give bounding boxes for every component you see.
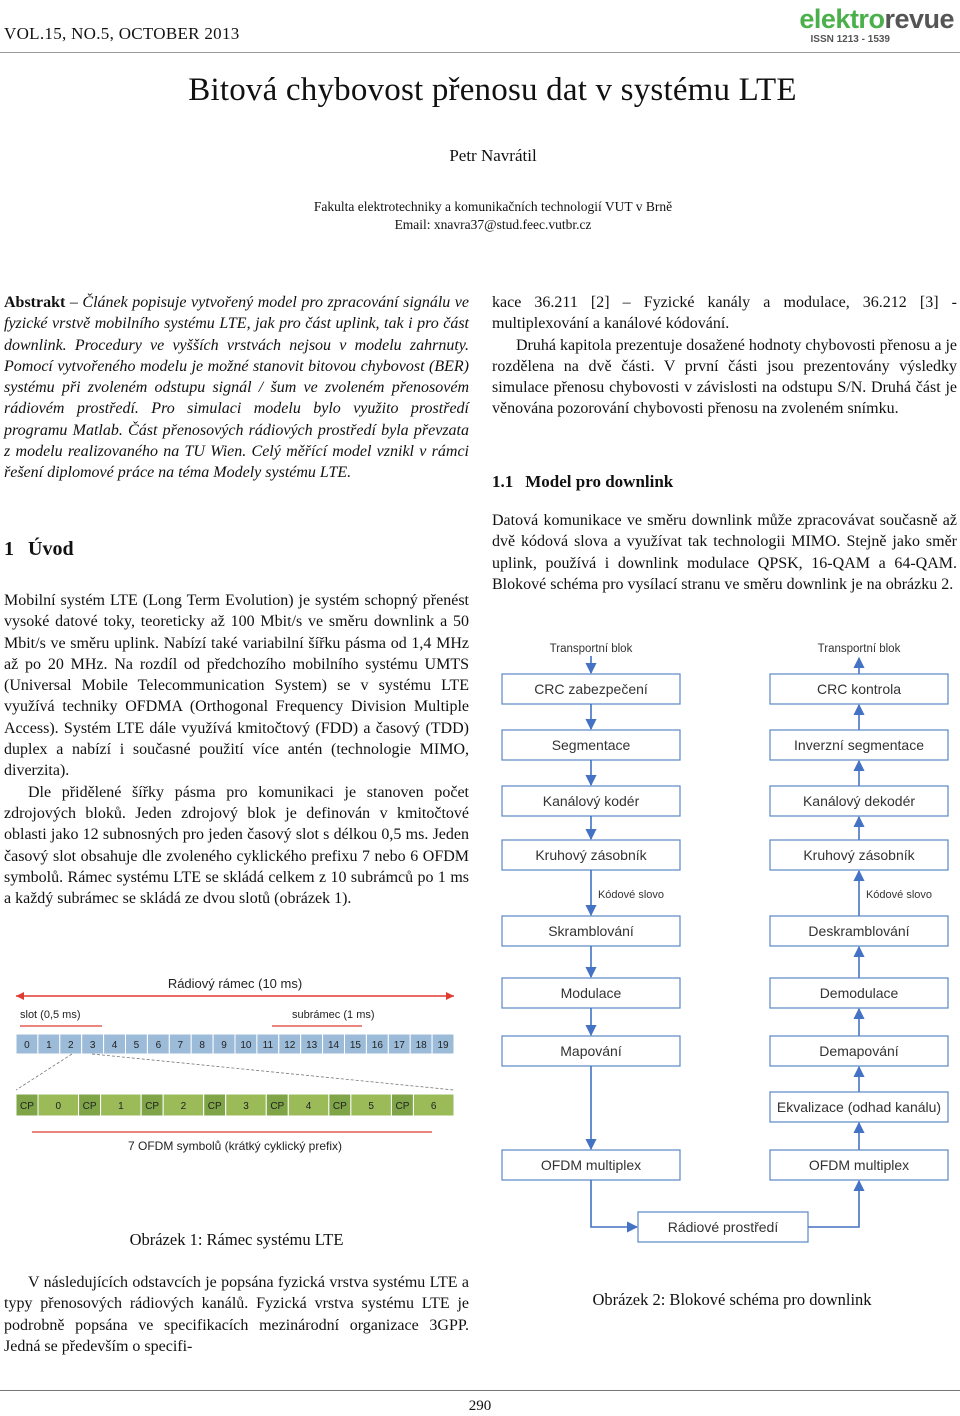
paper-author: Petr Navrátil — [449, 146, 537, 165]
abstract-label: Abstrakt — [4, 294, 66, 311]
cyclic-prefix-label: CP — [332, 1101, 347, 1112]
ofdm-symbol-number: 2 — [180, 1101, 187, 1112]
tx-block-label: Modulace — [560, 985, 622, 1001]
subframe-label: subrámec (1 ms) — [292, 1009, 375, 1021]
figure-2-downlink-block-diagram — [498, 634, 950, 1268]
slot-number: 5 — [133, 1040, 140, 1051]
section-1-title: Úvod — [28, 538, 74, 560]
cyclic-prefix-label: CP — [207, 1101, 222, 1112]
cyclic-prefix-label: CP — [20, 1101, 34, 1112]
tx-transport-block: Transportní blok — [549, 643, 633, 655]
rx-block-label: Kanálový dekodér — [802, 793, 916, 809]
diagram-content — [502, 643, 948, 1242]
rx-block-label: Inverzní segmentace — [794, 737, 924, 753]
journal-volume: VOL.15, NO.5, OCTOBER 2013 — [4, 24, 240, 43]
frame-label: Rádiový rámec (10 ms) — [167, 976, 303, 991]
slot-number: 14 — [327, 1040, 340, 1051]
ofdm-symbol-number: 6 — [430, 1101, 437, 1112]
slot-row — [16, 1034, 454, 1054]
slot-number: 7 — [177, 1040, 184, 1051]
figure-1-lte-frame — [12, 968, 458, 1208]
rx-block-label: CRC kontrola — [816, 681, 902, 697]
slot-number: 1 — [46, 1040, 52, 1051]
frame-arrow-right-head — [446, 992, 454, 1000]
paragraph: Druhá kapitola prezentuje dosažené hodnoty chybovosti přenosu a je rozdělena na dvě části. V první části jsou prezentovány výsledky simulace přenosu chybovosti v závislosti na odstupu S/N. Druhá část je věnována pozorování chybovosti přenosu na zvoleném snímku. — [492, 336, 957, 418]
tx-block-label: Skramblování — [548, 923, 634, 939]
ofdm-symbol-number: 4 — [305, 1101, 312, 1112]
slot-number: 18 — [415, 1040, 427, 1051]
journal-logo — [734, 4, 954, 44]
rx-block-label: OFDM multiplex — [808, 1157, 910, 1173]
slot-number: 17 — [393, 1040, 405, 1051]
rx-transport-block: Transportní blok — [817, 643, 901, 655]
slot-number: 0 — [24, 1040, 30, 1051]
figure-2-caption: Obrázek 2: Blokové schéma pro downlink — [592, 1290, 872, 1309]
zoom-line-left — [16, 1054, 72, 1090]
tx-block-label: Mapování — [560, 1043, 622, 1059]
rx-block-label: Ekvalizace (odhad kanálu) — [776, 1099, 942, 1115]
rx-block-label: Demapování — [819, 1043, 899, 1059]
section-1-1-heading — [492, 472, 673, 492]
tx-block-label: Segmentace — [551, 737, 631, 753]
abstract — [4, 292, 469, 484]
zoom-line-right — [92, 1054, 454, 1090]
section-1-number: 1 — [4, 538, 14, 560]
right-column-intro — [492, 292, 957, 420]
logo-part-elektro: elektro — [799, 4, 885, 34]
paragraph: Dle přidělené šířky pásma pro komunikaci je stanoven počet zdrojových bloků. Jeden zdrojový blok je definován v kmitočtové oblasti jako 12 subnosných pro jeden časový slot s délkou 0,5 ms. Jeden časový slot obsahuje dle zvoleného cyklického prefixu 7 nebo 6 OFDM symbolů. Rámec systému LTE se skládá celkem z 10 subrámců po 1 ms a každý subrámec se skládá ze dvou slotů (obrázek 1). — [4, 783, 469, 908]
cyclic-prefix-label: CP — [395, 1101, 410, 1112]
slot-number: 12 — [284, 1040, 296, 1051]
cyclic-prefix-label: CP — [270, 1101, 285, 1112]
slot-number: 8 — [199, 1040, 205, 1051]
rx-block-label: Demodulace — [819, 985, 899, 1001]
header-rule — [0, 52, 960, 53]
cyclic-prefix-label: CP — [82, 1101, 97, 1112]
slot-number: 2 — [67, 1040, 74, 1051]
affiliation-text: Fakulta elektrotechniky a komunikačních technologií VUT v Brně — [313, 199, 673, 214]
tx-block-label: Kanálový kodér — [542, 793, 640, 809]
abstract-dash: – — [65, 294, 83, 311]
tx-to-channel-arrow — [591, 1180, 637, 1227]
slot-number: 10 — [240, 1040, 252, 1051]
slot-number: 6 — [155, 1040, 162, 1051]
slot-number: 9 — [221, 1040, 227, 1051]
paragraph: kace 36.211 [2] – Fyzické kanály a modulace, 36.212 [3] - multiplexování a kanálové kódování. — [492, 294, 957, 333]
section-1-1-number: 1.1 — [492, 472, 514, 491]
channel-block-label: Rádiové prostředí — [667, 1219, 779, 1235]
slot-number: 11 — [262, 1040, 274, 1051]
section-1-heading — [4, 538, 74, 561]
cyclic-prefix-label: CP — [145, 1101, 160, 1112]
section-1-body — [4, 590, 469, 909]
issn: ISSN 1213 - 1539 — [810, 34, 890, 45]
paragraph: Datová komunikace ve směru downlink může zpracovávat současně až dvě kódová slova a využívat tak technologii MIMO. Stejně jako směr uplink, používá i downlink modulace QPSK, 16-QAM a 64-QAM. Blokové schéma pro vysílací stranu ve směru downlink je na obrázku 2. — [492, 512, 957, 593]
slot-number: 3 — [89, 1040, 96, 1051]
rx-block-label: Deskramblování — [808, 923, 910, 939]
section-1-continued — [4, 1272, 469, 1357]
tx-block-label: OFDM multiplex — [540, 1157, 642, 1173]
frame-arrow-left-head — [16, 992, 24, 1000]
page-number: 290 — [468, 1398, 492, 1414]
slot-number: 15 — [349, 1040, 362, 1051]
tx-codeword-label: Kódové slovo — [597, 889, 665, 901]
ofdm-symbol-number: 3 — [243, 1101, 249, 1112]
tx-block-label: CRC zabezpečení — [534, 681, 648, 697]
author-email: Email: xnavra37@stud.feec.vutbr.cz — [394, 217, 592, 232]
paper-title: Bitová chybovost přenosu dat v systému LTE — [188, 72, 797, 108]
section-1-1-body — [492, 510, 957, 595]
slot-number: 13 — [306, 1040, 318, 1051]
symbol-row — [16, 1094, 454, 1116]
ofdm-symbol-number: 1 — [118, 1101, 124, 1112]
rx-codeword-label: Kódové slovo — [865, 889, 933, 901]
section-1-1-title: Model pro downlink — [525, 472, 674, 491]
slot-number: 19 — [437, 1040, 449, 1051]
rx-block-label: Kruhový zásobník — [803, 847, 915, 863]
symbols-label: 7 OFDM symbolů (krátký cyklický prefix) — [127, 1139, 343, 1153]
tx-block-label: Kruhový zásobník — [535, 847, 647, 863]
slot-label: slot (0,5 ms) — [20, 1009, 81, 1021]
ofdm-symbol-number: 0 — [55, 1101, 62, 1112]
paragraph: V následujících odstavcích je popsána fyzická vrstva systému LTE a typy přenosových rádiových kanálů. Fyzická vrstva systému LTE je podrobně popsána ve specifikacích mezinárodní organizace 3GPP. Jedná se především o specifi- — [4, 1274, 469, 1355]
figure-1-caption: Obrázek 1: Rámec systému LTE — [129, 1230, 344, 1249]
slot-number: 16 — [371, 1040, 383, 1051]
channel-to-rx-arrow — [808, 1181, 859, 1227]
logo-part-revue: revue — [884, 4, 954, 34]
paragraph: Mobilní systém LTE (Long Term Evolution) je systém schopný přenést vysoké datové toky, teoreticky až 100 Mbit/s ve směru downlink a 50 Mbit/s ve směru uplink. Nabízí také variabilní šířku pásma od 1,4 MHz až po 20 MHz. Na rozdíl od předchozího mobilního systému UMTS (Universal Mobile Telecommunication System) se v systému LTE využívá techniky OFDMA (Orthogonal Frequency Division Multiple Access). Systém LTE dále využívá kmitočtový (FDD) a časový (TDD) duplex a nabízí i současné použití více antén (technologie MIMO, diverzita). — [4, 592, 469, 780]
footer-rule — [0, 1390, 960, 1391]
ofdm-symbol-number: 5 — [368, 1101, 374, 1112]
slot-number: 4 — [111, 1040, 118, 1051]
author-affiliation — [0, 198, 960, 234]
abstract-text: Článek popisuje vytvořený model pro zpracování signálu ve fyzické vrstvě mobilního systému LTE, jak pro část uplink, tak i pro část downlink. Procedury ve vyšších vrstvách nejsou v modelu zahrnuty. Pomocí vytvořeného modelu je možné stanovit bitovou chybovost (BER) systému při zvoleném odstupu signál / šum ve zvoleném přenosovém rádiovém prostředí. Pro simulaci modelu bylo využito prostředí programu Matlab. Část přenosových rádiových prostředí byla převzata z modelu realizovaného na TU Wien. Celý měřící model vznikl v rámci řešení diplomové práce na téma Modely systému LTE. — [4, 294, 469, 482]
